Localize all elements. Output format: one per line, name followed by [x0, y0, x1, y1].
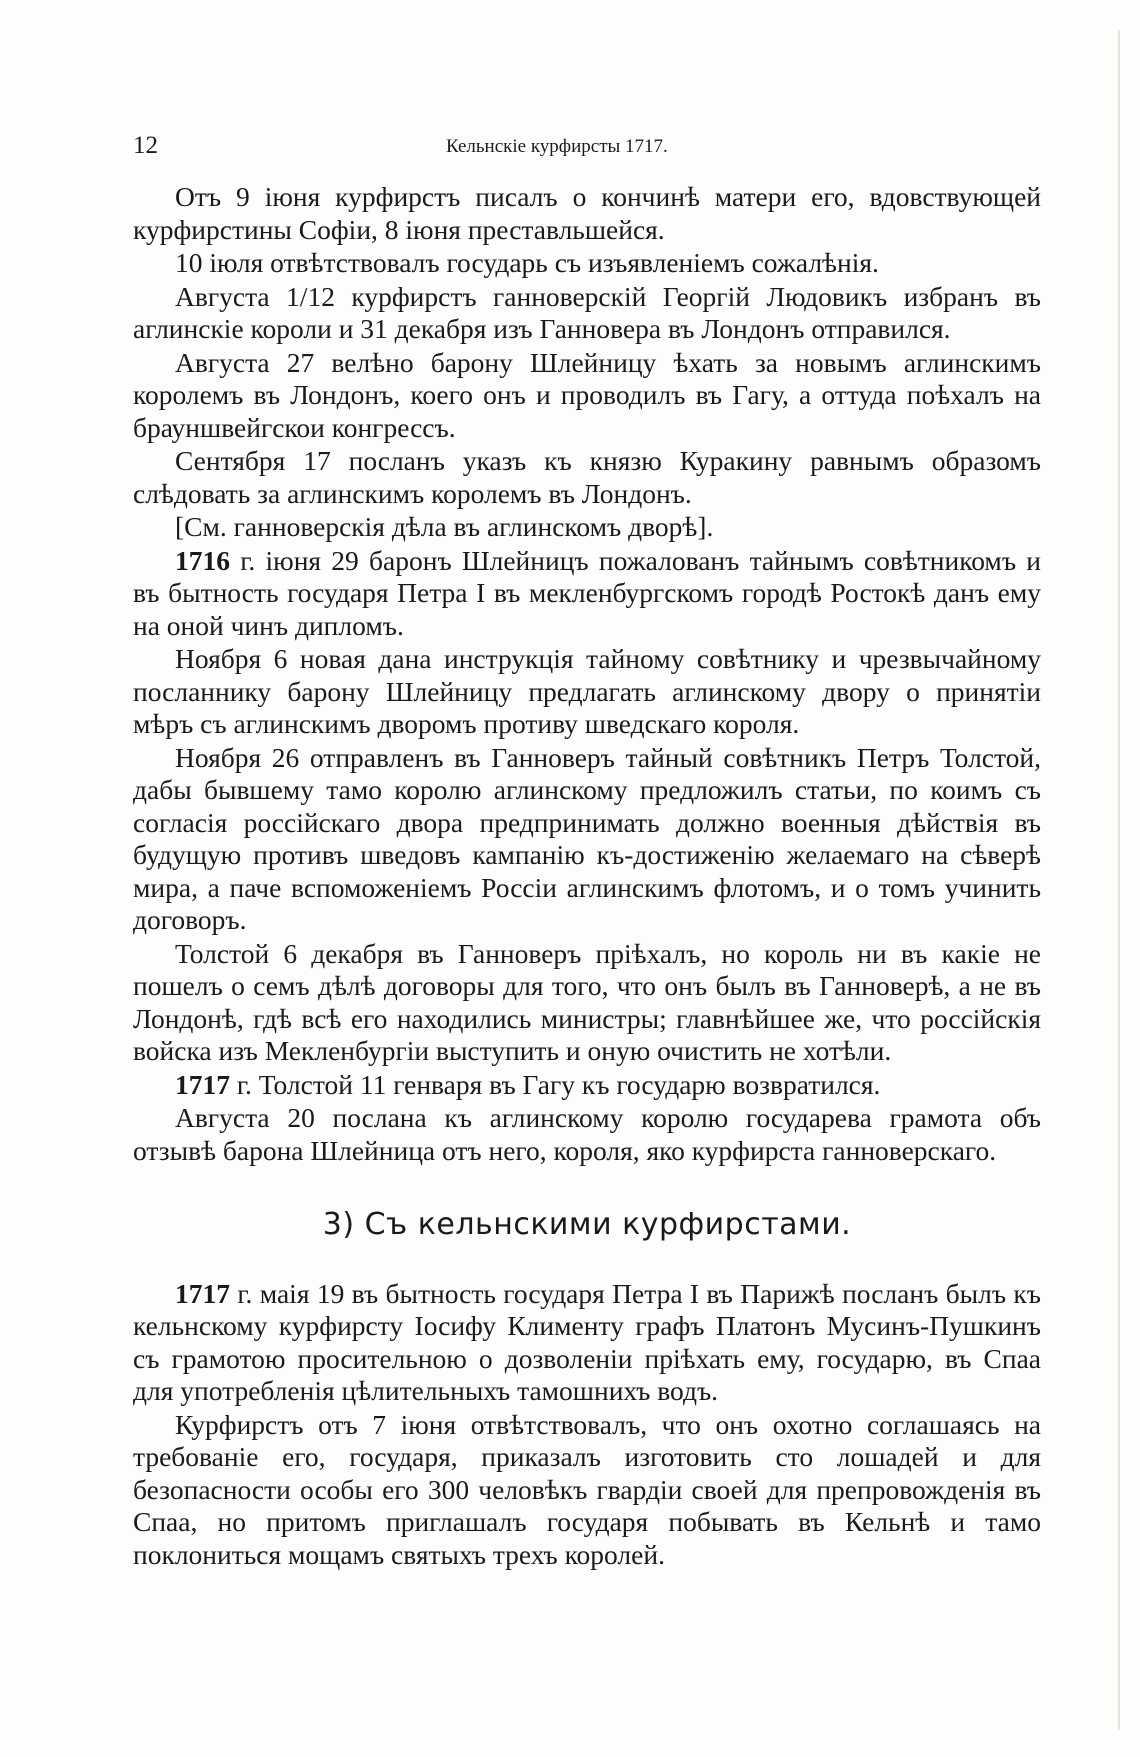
- paragraph: 10 іюля отвѣтствовалъ государь съ изъявленіемъ сожалѣнія.: [175, 247, 879, 278]
- paragraph: Отъ 9 іюня курфирстъ писалъ о кончинѣ матери его, вдовствующей курфирстины Софіи, 8 іюня преставльшейся.: [133, 181, 1041, 245]
- year-label: 1717: [175, 1068, 230, 1100]
- paragraph: Августа 1/12 курфирстъ ганноверскій Георгій Людовикъ избранъ въ аглинскіе короли и 31 декабря изъ Ганновера въ Лондонъ отправился.: [133, 280, 1041, 344]
- paragraph: 1717 г. Толстой 11 генваря въ Гагу къ государю возвратился.: [175, 1068, 881, 1100]
- page-header: [133, 132, 1041, 166]
- year-label: 1717: [175, 1277, 230, 1309]
- paragraph: Ноября 26 отправленъ въ Ганноверъ тайный совѣтникъ Петръ Толстой, дабы бывшему тамо королю аглинскому предложилъ статьи, по коимъ съ согласія россійскаго двора предпринимать должно военныя дѣйствія въ будущую противъ шведовъ кампанію къ-достиженію желаемаго на сѣверѣ мира, а паче вспоможеніемъ Россіи аглинскимъ флотомъ, и о томъ учинить договоръ.: [133, 741, 1041, 935]
- paragraph: [См. ганноверскія дѣла въ аглинскомъ дворѣ].: [175, 511, 714, 542]
- paragraph: Сентября 17 посланъ указъ къ князю Куракину равнымъ образомъ слѣдовать за аглинскимъ королемъ въ Лондонъ.: [133, 445, 1041, 509]
- paragraph: Курфирстъ отъ 7 іюня отвѣтствовалъ, что онъ охотно соглашаясь на требованіе его, государя, приказалъ изготовить сто лошадей и для безопасности особы его 300 человѣкъ гвардіи своей для препровожденія въ Спаа, но притомъ приглашалъ государя побывать въ Кельнѣ и тамо поклониться мощамъ святыхъ трехъ королей.: [133, 1408, 1041, 1570]
- paragraph: Толстой 6 декабря въ Ганноверъ пріѣхалъ, но король ни въ какіе не пошелъ о семъ дѣлѣ договоры для того, что онъ былъ въ Ганноверѣ, а не въ Лондонѣ, гдѣ всѣ его находились министры; главнѣйшее же, что россійскія войска изъ Мекленбургіи выступить и оную очистить не хотѣли.: [133, 937, 1041, 1066]
- page-edge: [1118, 30, 1120, 1730]
- paragraph: 1716 г. іюня 29 баронъ Шлейницъ пожалованъ тайнымъ совѣтникомъ и въ бытность государя Петра I въ мекленбургскомъ городѣ Ростокѣ данъ ему на оной чинъ дипломъ.: [133, 544, 1041, 641]
- running-title: Кельнскіе курфирсты 1717.: [446, 136, 668, 157]
- body-text: [133, 181, 1041, 1572]
- paragraph: Августа 27 велѣно барону Шлейницу ѣхать за новымъ аглинскимъ королемъ въ Лондонъ, коего онъ и проводилъ въ Гагу, а оттуда поѣхалъ на брауншвейгскои конгрессъ.: [133, 346, 1041, 443]
- page-number: 12: [133, 132, 158, 159]
- paragraph: 1717 г. маія 19 въ бытность государя Петра I въ Парижѣ посланъ былъ къ кельнскому курфирсту Іосифу Клименту графъ Платонъ Мусинъ-Пушкинъ съ грамотою просительною о дозволеніи пріѣхать ему, государю, въ Спаа для употребленія цѣлительныхъ тамошнихъ водъ.: [133, 1277, 1041, 1406]
- paragraph: Ноября 6 новая дана инструкція тайному совѣтнику и чрезвычайному посланнику барону Шлейницу предлагать аглинскому двору о принятіи мѣръ съ аглинскимъ дворомъ противу шведскаго короля.: [133, 643, 1041, 739]
- section-title: 3) Съ кельнскими курфирстами.: [322, 1207, 852, 1242]
- year-label: 1716: [175, 544, 230, 576]
- paragraph: Августа 20 послана къ аглинскому королю государева грамота объ отзывѣ барона Шлейница отъ него, короля, яко курфирста ганноверскаго.: [133, 1102, 1041, 1166]
